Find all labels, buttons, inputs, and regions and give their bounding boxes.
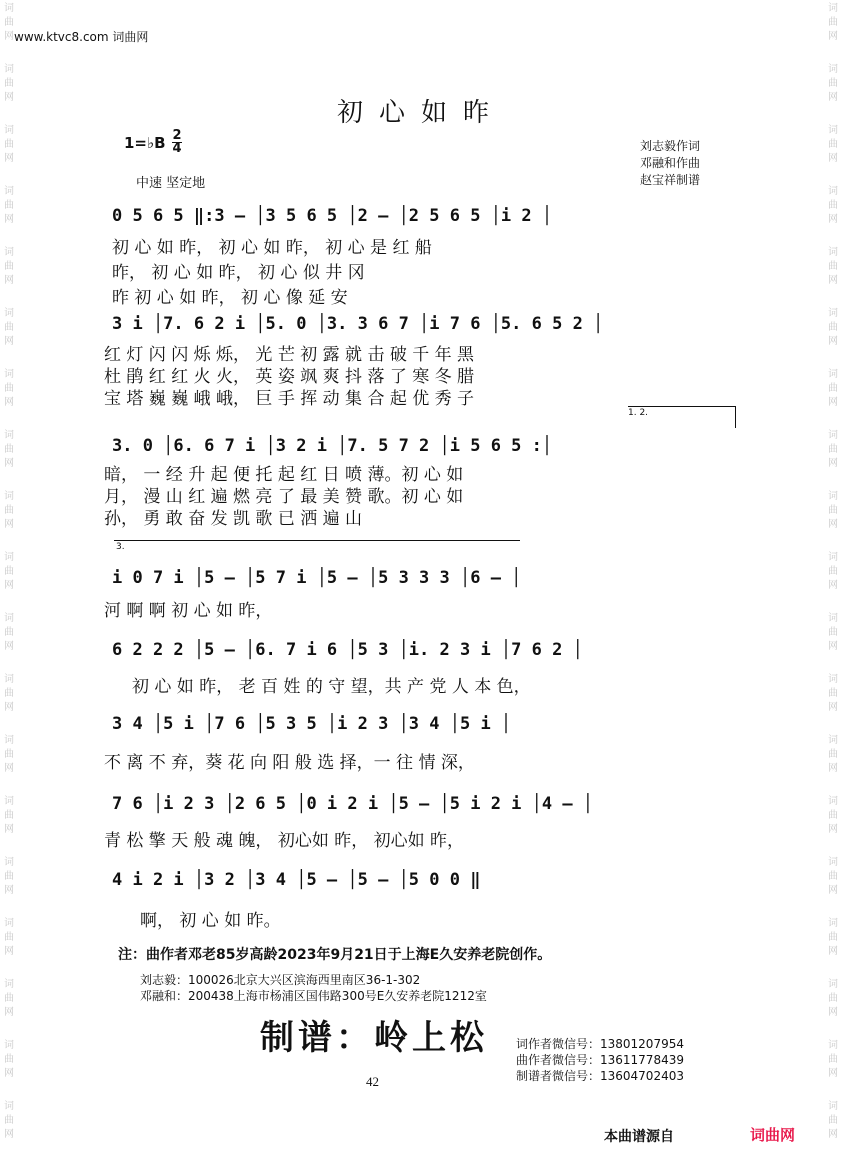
watermark-mark xyxy=(2,429,16,471)
watermark-glyph: 曲 xyxy=(828,810,838,821)
lyric-verse-2: 昨， 初 心 如 昨， 初 心 似 井 冈 xyxy=(112,263,365,283)
watermark-glyph: 网 xyxy=(828,580,838,591)
watermark-glyph: 词 xyxy=(4,247,14,258)
watermark-glyph: 词 xyxy=(4,491,14,502)
watermark-glyph: 词 xyxy=(4,430,14,441)
watermark-glyph: 词 xyxy=(4,1101,14,1112)
composer-address: 邓融和：200438上海市杨浦区国伟路300号E久安养老院1212室 xyxy=(140,989,487,1003)
watermark-mark xyxy=(2,246,16,288)
watermark-mark xyxy=(2,551,16,593)
watermark-glyph: 词 xyxy=(4,735,14,746)
lyric-verse-1: 暗， 一 经 升 起 便 托 起 红 日 喷 薄。初 心 如 xyxy=(104,465,464,485)
watermark-glyph: 曲 xyxy=(4,810,14,821)
watermark-glyph: 网 xyxy=(828,397,838,408)
watermark-glyph: 网 xyxy=(828,458,838,469)
source-label: 本曲谱源自 xyxy=(604,1129,674,1145)
watermark-glyph: 词 xyxy=(4,918,14,929)
time-sig-top: 2 xyxy=(172,128,182,143)
watermark-glyph: 词 xyxy=(4,186,14,197)
credits xyxy=(640,138,700,189)
lyric-verse-2: 月， 漫 山 红 遍 燃 亮 了 最 美 赞 歌。初 心 如 xyxy=(104,487,464,507)
watermark-glyph: 网 xyxy=(4,1129,14,1140)
lyric-verse-1: 不 离 不 弃，葵 花 向 阳 般 选 择，一 往 情 深， xyxy=(104,753,475,773)
watermark-glyph: 曲 xyxy=(828,1054,838,1065)
watermark-glyph: 词 xyxy=(4,613,14,624)
watermark-glyph: 曲 xyxy=(828,444,838,455)
site-url[interactable]: www.ktvc8.com 词曲网 xyxy=(14,30,149,44)
watermark-glyph: 曲 xyxy=(4,383,14,394)
watermark-glyph: 曲 xyxy=(828,17,838,28)
lyrics-system-6 xyxy=(104,748,475,773)
watermark-glyph: 曲 xyxy=(828,566,838,577)
watermark-glyph: 词 xyxy=(4,674,14,685)
watermark-glyph: 词 xyxy=(828,613,838,624)
watermark-glyph: 网 xyxy=(4,824,14,835)
watermark-mark xyxy=(826,673,840,715)
watermark-glyph: 曲 xyxy=(828,200,838,211)
notes-system-5: 6 2 2 2 │5 – │6. 7 i 6 │5 3 │i. 2 3 i │7 6 2 │ xyxy=(112,640,583,660)
notes-system-3: 3. 0 │6. 6 7 i │3 2 i │7. 5 7 2 │i 5 6 5 :│ xyxy=(112,436,553,456)
watermark-glyph: 词 xyxy=(828,979,838,990)
watermark-mark xyxy=(826,185,840,227)
watermark-mark xyxy=(826,1039,840,1081)
watermark-glyph: 网 xyxy=(4,885,14,896)
watermark-mark xyxy=(826,917,840,959)
watermark-glyph: 词 xyxy=(828,430,838,441)
lyrics-system-4 xyxy=(104,596,272,621)
lyrics-system-5 xyxy=(132,672,531,697)
watermark-mark xyxy=(826,429,840,471)
watermark-glyph: 词 xyxy=(828,918,838,929)
watermark-glyph: 曲 xyxy=(4,1054,14,1065)
lyrics-system-2 xyxy=(104,344,474,410)
watermark-glyph: 曲 xyxy=(4,505,14,516)
watermark-glyph: 曲 xyxy=(4,200,14,211)
watermark-mark xyxy=(2,612,16,654)
lyric-verse-2: 杜 鹃 红 红 火 火， 英 姿 飒 爽 抖 落 了 寒 冬 腊 xyxy=(104,367,475,387)
watermark-glyph: 网 xyxy=(4,31,14,42)
watermark-mark xyxy=(2,734,16,776)
lyric-verse-3: 昨 初 心 如 昨， 初 心 像 延 安 xyxy=(112,288,348,308)
watermark-glyph: 网 xyxy=(828,31,838,42)
watermark-glyph: 曲 xyxy=(4,993,14,1004)
watermark-glyph: 词 xyxy=(4,308,14,319)
watermark-glyph: 网 xyxy=(828,519,838,530)
watermark-glyph: 词 xyxy=(4,369,14,380)
watermark-glyph: 词 xyxy=(828,3,838,14)
watermark-mark xyxy=(826,551,840,593)
watermark-glyph: 词 xyxy=(4,1040,14,1051)
watermark-glyph: 曲 xyxy=(4,1115,14,1126)
brand-link[interactable]: 词曲网 xyxy=(750,1126,796,1144)
arranger-wechat: 制谱者微信号：13604702403 xyxy=(516,1069,684,1083)
volta-1-2-line xyxy=(628,406,736,407)
watermark-glyph: 曲 xyxy=(828,78,838,89)
watermark-glyph: 词 xyxy=(4,125,14,136)
song-title: 初心如昨 xyxy=(336,98,505,128)
notes-system-4: i 0 7 i │5 – │5 7 i │5 – │5 3 3 3 │6 – │ xyxy=(112,568,522,588)
watermark-glyph: 词 xyxy=(4,796,14,807)
watermark-glyph: 词 xyxy=(828,186,838,197)
watermark-glyph: 网 xyxy=(828,946,838,957)
watermark-glyph: 词 xyxy=(828,796,838,807)
watermark-glyph: 网 xyxy=(4,580,14,591)
watermark-glyph: 词 xyxy=(4,3,14,14)
watermark-mark xyxy=(826,124,840,166)
watermark-glyph: 曲 xyxy=(828,261,838,272)
watermark-glyph: 词 xyxy=(828,674,838,685)
watermark-mark xyxy=(826,612,840,654)
lyrics-system-7 xyxy=(104,826,464,851)
notes-system-6: 3 4 │5 i │7 6 │5 3 5 │i 2 3 │3 4 │5 i │ xyxy=(112,714,512,734)
watermark-glyph: 网 xyxy=(828,824,838,835)
wechat-contacts xyxy=(516,1036,684,1084)
lyric-verse-1: 啊， 初 心 如 昨。 xyxy=(140,911,281,931)
watermark-glyph: 网 xyxy=(4,763,14,774)
watermark-glyph: 词 xyxy=(828,125,838,136)
watermark-glyph: 网 xyxy=(828,763,838,774)
volta-1-2: 1. 2. xyxy=(628,408,649,418)
watermark-glyph: 网 xyxy=(828,336,838,347)
lyric-verse-3: 宝 塔 巍 巍 峨 峨， 巨 手 挥 动 集 合 起 优 秀 子 xyxy=(104,389,475,409)
watermark-left xyxy=(2,0,16,1171)
lyricist-address: 刘志毅：100026北京大兴区滨海西里南区36-1-302 xyxy=(140,973,421,987)
watermark-glyph: 网 xyxy=(4,641,14,652)
footnote: 注：曲作者邓老85岁高龄2023年9月21日于上海E久安养老院创作。 xyxy=(118,947,552,963)
tempo-marking: 中速 坚定地 xyxy=(136,176,206,191)
watermark-glyph: 曲 xyxy=(828,383,838,394)
watermark-glyph: 曲 xyxy=(828,139,838,150)
watermark-glyph: 网 xyxy=(4,275,14,286)
notes-system-7: 7 6 │i 2 3 │2 6 5 │0 i 2 i │5 – │5 i 2 i │4 – │ xyxy=(112,794,594,814)
watermark-glyph: 曲 xyxy=(4,139,14,150)
watermark-mark xyxy=(2,1039,16,1081)
lyric-verse-1: 初 心 如 昨， 老 百 姓 的 守 望，共 产 党 人 本 色， xyxy=(132,677,531,697)
watermark-mark xyxy=(826,1100,840,1142)
watermark-glyph: 网 xyxy=(4,1007,14,1018)
watermark-mark xyxy=(826,490,840,532)
watermark-glyph: 词 xyxy=(4,552,14,563)
watermark-glyph: 曲 xyxy=(4,444,14,455)
watermark-mark xyxy=(826,795,840,837)
watermark-glyph: 曲 xyxy=(4,688,14,699)
watermark-mark xyxy=(826,368,840,410)
watermark-glyph: 曲 xyxy=(828,322,838,333)
page-number: 42 xyxy=(366,1074,379,1089)
volta-3-line xyxy=(114,540,520,541)
watermark-glyph: 网 xyxy=(4,214,14,225)
watermark-glyph: 词 xyxy=(4,857,14,868)
watermark-glyph: 曲 xyxy=(828,871,838,882)
composer-credit: 邓融和作曲 xyxy=(640,156,701,170)
watermark-mark xyxy=(826,2,840,44)
watermark-mark xyxy=(2,124,16,166)
composer-wechat: 曲作者微信号：13611778439 xyxy=(516,1053,684,1067)
watermark-glyph: 网 xyxy=(4,92,14,103)
watermark-glyph: 曲 xyxy=(4,627,14,638)
watermark-glyph: 词 xyxy=(828,247,838,258)
watermark-glyph: 词 xyxy=(828,552,838,563)
lyrics-system-3 xyxy=(104,464,463,530)
watermark-right xyxy=(826,0,840,1171)
key-signature: 1=♭B xyxy=(124,134,166,152)
watermark-glyph: 曲 xyxy=(828,749,838,760)
watermark-glyph: 曲 xyxy=(828,688,838,699)
lyrics-system-8 xyxy=(140,906,281,931)
watermark-glyph: 网 xyxy=(828,641,838,652)
lyricist-wechat: 词作者微信号：13801207954 xyxy=(516,1037,684,1051)
watermark-mark xyxy=(2,917,16,959)
watermark-mark xyxy=(2,1100,16,1142)
watermark-glyph: 网 xyxy=(4,519,14,530)
watermark-mark xyxy=(2,368,16,410)
watermark-glyph: 网 xyxy=(4,336,14,347)
watermark-mark xyxy=(826,856,840,898)
watermark-glyph: 词 xyxy=(828,64,838,75)
watermark-glyph: 网 xyxy=(828,1007,838,1018)
watermark-glyph: 网 xyxy=(828,1068,838,1079)
watermark-mark xyxy=(2,307,16,349)
watermark-glyph: 网 xyxy=(4,458,14,469)
watermark-glyph: 网 xyxy=(828,1129,838,1140)
watermark-glyph: 曲 xyxy=(4,322,14,333)
lyric-verse-1: 河 啊 啊 初 心 如 昨， xyxy=(104,601,273,621)
watermark-mark xyxy=(826,307,840,349)
watermark-glyph: 曲 xyxy=(828,505,838,516)
arranger-signature: 制谱：岭上松 xyxy=(260,1018,488,1058)
watermark-glyph: 曲 xyxy=(4,261,14,272)
watermark-glyph: 网 xyxy=(4,702,14,713)
watermark-glyph: 网 xyxy=(4,153,14,164)
watermark-glyph: 曲 xyxy=(4,17,14,28)
lyric-verse-1: 红 灯 闪 闪 烁 烁， 光 芒 初 露 就 击 破 千 年 黑 xyxy=(104,345,475,365)
watermark-glyph: 网 xyxy=(828,92,838,103)
watermark-glyph: 词 xyxy=(828,1040,838,1051)
watermark-mark xyxy=(2,673,16,715)
watermark-glyph: 曲 xyxy=(4,566,14,577)
watermark-glyph: 词 xyxy=(4,64,14,75)
watermark-glyph: 曲 xyxy=(4,749,14,760)
watermark-glyph: 曲 xyxy=(828,627,838,638)
watermark-mark xyxy=(2,856,16,898)
watermark-glyph: 曲 xyxy=(4,78,14,89)
watermark-glyph: 曲 xyxy=(828,932,838,943)
volta-1-2-end xyxy=(735,406,736,428)
watermark-glyph: 网 xyxy=(828,702,838,713)
watermark-glyph: 曲 xyxy=(4,932,14,943)
lyric-verse-3: 孙， 勇 敢 奋 发 凯 歌 已 洒 遍 山 xyxy=(104,509,363,529)
watermark-glyph: 曲 xyxy=(4,871,14,882)
watermark-glyph: 词 xyxy=(828,369,838,380)
volta-3: 3. xyxy=(116,542,125,552)
watermark-glyph: 网 xyxy=(4,397,14,408)
watermark-glyph: 词 xyxy=(828,491,838,502)
watermark-mark xyxy=(826,734,840,776)
watermark-glyph: 网 xyxy=(828,214,838,225)
watermark-glyph: 网 xyxy=(828,275,838,286)
lyric-verse-1: 青 松 擎 天 般 魂 魄， 初心如 昨， 初心如 昨， xyxy=(104,831,465,851)
watermark-glyph: 词 xyxy=(828,308,838,319)
watermark-glyph: 网 xyxy=(828,885,838,896)
addresses xyxy=(140,972,487,1004)
lyricist-credit: 刘志毅作词 xyxy=(640,139,701,153)
watermark-mark xyxy=(2,490,16,532)
watermark-mark xyxy=(826,246,840,288)
watermark-glyph: 曲 xyxy=(828,993,838,1004)
watermark-mark xyxy=(2,185,16,227)
watermark-glyph: 词 xyxy=(828,1101,838,1112)
time-sig-bottom: 4 xyxy=(172,141,182,156)
lyric-verse-1: 初 心 如 昨， 初 心 如 昨， 初 心 是 红 船 xyxy=(112,238,432,258)
lyrics-system-1 xyxy=(112,236,432,311)
time-signature xyxy=(172,130,182,155)
watermark-glyph: 词 xyxy=(828,735,838,746)
watermark-mark xyxy=(2,795,16,837)
notes-system-8: 4 i 2 i │3 2 │3 4 │5 – │5 – │5 0 0 ‖ xyxy=(112,870,481,890)
watermark-glyph: 网 xyxy=(4,946,14,957)
watermark-mark xyxy=(826,978,840,1020)
arranger-credit: 赵宝祥制谱 xyxy=(640,173,701,187)
watermark-mark xyxy=(2,978,16,1020)
watermark-glyph: 网 xyxy=(828,153,838,164)
notes-system-1: 0 5 6 5 ‖:3 – │3 5 6 5 │2 – │2 5 6 5 │i 2 │ xyxy=(112,206,553,226)
watermark-glyph: 词 xyxy=(4,979,14,990)
watermark-glyph: 词 xyxy=(828,857,838,868)
notes-system-2: 3 i │7. 6 2 i │5. 0 │3. 3 6 7 │i 7 6 │5. 6 5 2 │ xyxy=(112,314,604,334)
watermark-glyph: 曲 xyxy=(828,1115,838,1126)
watermark-glyph: 网 xyxy=(4,1068,14,1079)
watermark-mark xyxy=(2,2,16,44)
